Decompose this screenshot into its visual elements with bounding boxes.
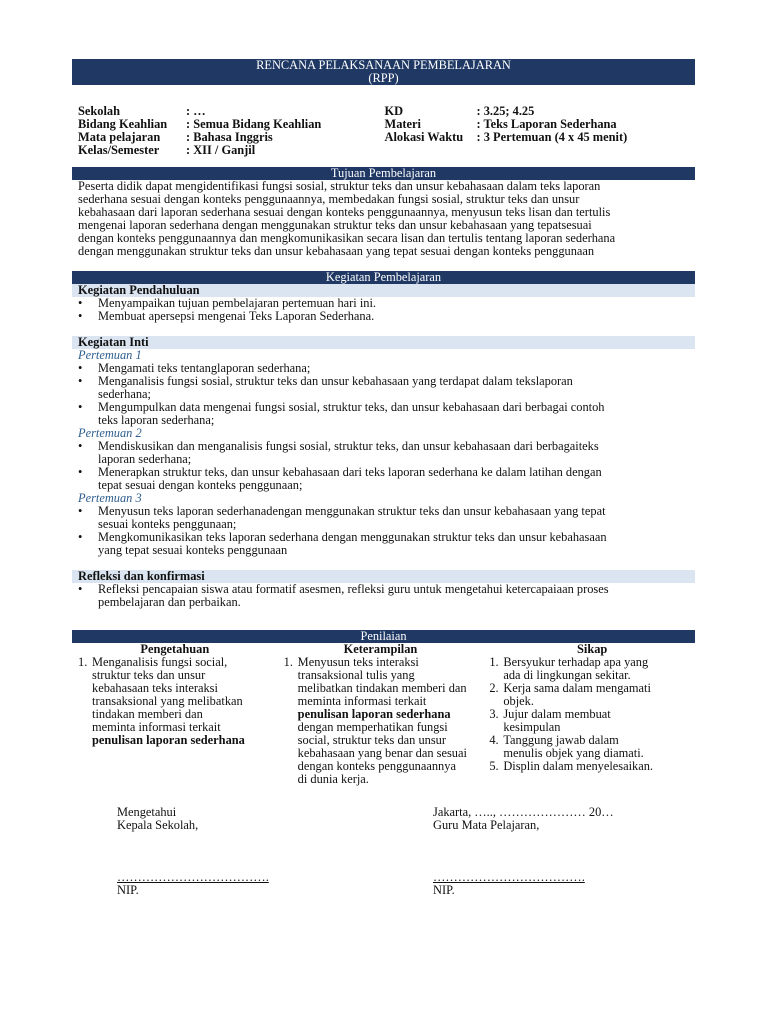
tujuan-header: Tujuan Pembelajaran xyxy=(72,167,695,180)
info-row: Alokasi Waktu : 3 Pertemuan (4 x 45 menit) xyxy=(384,130,628,144)
list-item: 3. Jujur dalam membuat kesimpulan xyxy=(489,707,611,734)
column-title: Pengetahuan xyxy=(140,642,210,656)
info-row: Materi : Teks Laporan Sederhana xyxy=(384,117,617,131)
list-item: • Mengumpulkan data mengenai fungsi sosial, struktur teks, dan unsur kebahasaan dari berbagai contoh teks laporan sederhana; xyxy=(78,400,605,427)
document-title: RENCANA PELAKSANAAN PEMBELAJARAN xyxy=(256,58,511,72)
document-title-bar xyxy=(72,59,695,85)
list-item: • Menerapkan struktur teks, dan unsur kebahasaan dari teks laporan sederhana ke dalam latihan dengan tepat sesuai dengan konteks penggunaan; xyxy=(78,465,602,492)
pendahuluan-title: Kegiatan Pendahuluan xyxy=(72,284,695,297)
info-right xyxy=(383,105,690,157)
list-item: 1. Bersyukur terhadap apa yang ada di lingkungan sekitar. xyxy=(489,655,649,682)
kegiatan-header: Kegiatan Pembelajaran xyxy=(72,271,695,284)
keterampilan-column xyxy=(278,643,484,786)
info-row: Sekolah : … xyxy=(78,104,206,118)
meeting-label: Pertemuan 2 xyxy=(78,426,142,440)
penilaian-columns xyxy=(72,643,695,786)
info-row: KD : 3.25; 4.25 xyxy=(384,104,535,118)
document-subtitle: (RPP) xyxy=(368,71,399,85)
meeting-label: Pertemuan 1 xyxy=(78,348,142,362)
signature-left: Mengetahui Kepala Sekolah, xyxy=(117,805,199,832)
list-item: 5. Displin dalam menyelesaikan. xyxy=(489,759,654,773)
info-row: Mata pelajaran : Bahasa Inggris xyxy=(78,130,273,144)
column-title: Sikap xyxy=(577,642,608,656)
column-title: Keterampilan xyxy=(343,642,418,656)
meeting-list xyxy=(72,362,695,427)
signature-right: Jakarta, ….., ………………… 20… Guru Mata Pelajaran, xyxy=(433,805,614,832)
penilaian-header: Penilaian xyxy=(72,630,695,643)
refleksi-title: Refleksi dan konfirmasi xyxy=(72,570,695,583)
signature-right-blank: ………………………………. NIP. xyxy=(433,870,585,897)
inti-title: Kegiatan Inti xyxy=(72,336,695,349)
list-item: 1. Menyusun teks interaksi transaksional tulis yang melibatkan tindakan memberi dan meminta informasi terkait penulisan laporan sederhana dengan memperhatikan fungsi social, struktur teks dan unsur kebahasaan yang benar dan sesuai dengan konteks penggunaannya di dunia kerja. xyxy=(283,655,467,786)
meeting-label: Pertemuan 3 xyxy=(78,491,142,505)
list-item: • Mendiskusikan dan menganalisis fungsi sosial, struktur teks, dan unsur kebahasaan dari berbagaiteks laporan sederhana; xyxy=(78,439,599,466)
list-item: • Menganalisis fungsi sosial, struktur teks dan unsur kebahasaan yang terdapat dalam tekslaporan sederhana; xyxy=(78,374,573,401)
info-row: Kelas/Semester : XII / Ganjil xyxy=(78,143,256,157)
list-item: • Membuat apersepsi mengenai Teks Laporan Sederhana. xyxy=(78,309,375,323)
rpp-document xyxy=(72,59,695,786)
info-row: Bidang Keahlian : Semua Bidang Keahlian xyxy=(78,117,322,131)
list-item: 1. Menganalisis fungsi social, struktur teks dan unsur kebahasaan teks interaksi transaksional yang melibatkan tindakan memberi dan meminta informasi terkait penulisan laporan sederhana xyxy=(78,655,245,747)
list-item: • Mengkomunikasikan teks laporan sederhana dengan menggunakan struktur teks dan unsur kebahasaan yang tepat sesuai konteks penggunaan xyxy=(78,530,607,557)
sikap-column xyxy=(483,643,695,786)
info-block xyxy=(72,105,695,157)
meeting-list xyxy=(72,440,695,492)
list-item: 2. Kerja sama dalam mengamati objek. xyxy=(489,681,651,708)
signature-left-blank: ………………………………. NIP. xyxy=(117,870,269,897)
meeting-list xyxy=(72,505,695,557)
list-item: 4. Tanggung jawab dalam menulis objek yang diamati. xyxy=(489,733,644,760)
tujuan-text: Peserta didik dapat mengidentifikasi fungsi sosial, struktur teks dan unsur kebahasaan dalam teks laporan sederhana sesuai dengan konteks penggunaannya, membedakan fungsi sosial, struktur teks dan unsur kebahasaan dari laporan sederhana sesuai dengan konteks penggunaannya, menyusun teks lisan dan tertulis mengenai laporan sederhana dengan menggunakan struktur teks dan unsur kebahasaan yang tepatsesuai dengan konteks penggunaannya dan mengkomunikasikan secara lisan dan tertulis tentang laporan sederhana dengan menggunakan struktur teks dan unsur kebahasaan yang tepat sesuai dengan konteks penggunaan xyxy=(78,179,616,258)
list-item: • Menyusun teks laporan sederhanadengan menggunakan struktur teks dan unsur kebahasaan yang tepat sesuai konteks penggunaan; xyxy=(78,504,606,531)
list-item: • Mengamati teks tentanglaporan sederhana; xyxy=(78,361,311,375)
pendahuluan-list xyxy=(72,297,695,323)
list-item: • Menyampaikan tujuan pembelajaran pertemuan hari ini. xyxy=(78,296,376,310)
pengetahuan-column xyxy=(72,643,278,786)
info-left xyxy=(78,105,383,157)
refleksi-list xyxy=(72,583,695,609)
list-item: • Refleksi pencapaian siswa atau formatif asesmen, refleksi guru untuk mengetahui ketercapaiaan proses pembelajaran dan perbaikan. xyxy=(78,582,609,609)
